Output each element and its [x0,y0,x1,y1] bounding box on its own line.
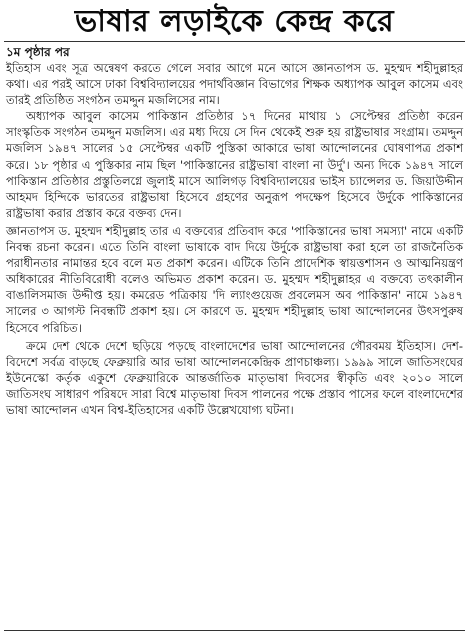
paragraph-4: ক্রমে দেশ থেকে দেশে ছড়িয়ে পড়ছে বাংলাদেশের ভাষা আন্দোলনের গৌরবময় ইতিহাস। দেশ-বিদেশে সর্বত্র বাড়ছে ফেব্রুয়ারি আর ভাষা আন্দোলনকেন্দ্রিক প্রাণচাঞ্চল্য। ১৯৯৯ সালে জাতিসংঘের ইউনেস্কো কর্তৃক একুশে ফেব্রুয়ারিকে আন্তর্জাতিক মাতৃভাষা দিবসের স্বীকৃতি এবং ২০১০ সালে জাতিসংঘ সাধারণ পরিষদে সারা বিশ্বে মাতৃভাষা দিবস পালনের পক্ষে প্রস্তাব পাসের ফলে বাংলাদেশের ভাষা আন্দোলন এখন বিশ্ব-ইতিহাসের একটি উল্লেখযোগ্য ঘটনা। [6,338,463,417]
bottom-divider [4,630,465,631]
paragraph-1: ইতিহাস এবং সূত্র অন্বেষণ করতে গেলে সবার আগে মনে আসে জ্ঞানতাপস ড. মুহম্মদ শহীদুল্লাহর কথা। এর পরই আসে ঢাকা বিশ্ববিদ্যালয়ের পদার্থবিজ্ঞান বিভাগের শিক্ষক অধ্যাপক আবুল কাসেম এবং তারই প্রতিষ্ঠিত সংগঠন তমদ্দুন মজলিসের নাম। [6,61,463,108]
article-body [6,44,463,418]
headline-divider [4,41,465,42]
continuation-label: ১ম পৃষ্ঠার পর [6,45,70,59]
headline: ভাষার লড়াইকে কেন্দ্র করে [74,4,395,39]
paragraph-2: অধ্যাপক আবুল কাসেম পাকিস্তান প্রতিষ্ঠার ১৭ দিনের মাথায় ১ সেপ্টেম্বর প্রতিষ্ঠা করেন সাংস্কৃতিক সংগঠন তমদ্দুন মজলিস। এর মধ্য দিয়ে সে দিন থেকেই শুরু হয় রাষ্ট্রভাষার সংগ্রাম। তমদ্দুন মজলিস ১৯৪৭ সালের ১৫ সেপ্টেম্বর একটি পুস্তিকা আকারে ভাষা আন্দোলনের ঘোষণাপত্র প্রকাশ করে। ১৮ পৃষ্ঠার এ পুস্তিকার নাম ছিল 'পাকিস্তানের রাষ্ট্রভাষা বাংলা না উর্দু'। অন্য দিকে ১৯৪৭ সালে পাকিস্তান প্রতিষ্ঠার প্রস্তুতিলগ্নে জুলাই মাসে আলিগড় বিশ্ববিদ্যালয়ের ভাইস চ্যান্সেলর ড. জিয়াউদ্দীন আহমদ হিন্দিকে ভারতের রাষ্ট্রভাষা হিসেবে গ্রহণের অনুরূপ পদক্ষেপ হিসেবে উর্দুকে পাকিস্তানের রাষ্ট্রভাষা করার প্রস্তাব করে বক্তব্য দেন। [6,109,463,220]
paragraph-3: জ্ঞানতাপস ড. মুহম্মদ শহীদুল্লাহ তার এ বক্তব্যের প্রতিবাদ করে 'পাকিস্তানের ভাষা সমস্যা' নামে একটি নিবন্ধ রচনা করেন। এতে তিনি বাংলা ভাষাকে বাদ দিয়ে উর্দুকে রাষ্ট্রভাষা করা হলে তা রাজনৈতিক পরাধীনতার নামান্তর হবে বলে মত প্রকাশ করেন। এটিকে তিনি প্রাদেশিক স্বায়ত্তশাসন ও আত্মনিয়ন্ত্রণ অধিকারের নীতিবিরোধী বলেও অভিমত প্রকাশ করেন। ড. মুহম্মদ শহীদুল্লাহর এ বক্তব্যে তৎকালীন বাঙালিসমাজ উদ্দীপ্ত হয়। কমরেড পত্রিকায় 'দি ল্যাংগুয়েজ প্রবলেমস অব পাকিস্তান' নামে ১৯৪৭ সালের ৩ আগস্ট নিবন্ধটি প্রকাশ হয়। সে কারণে ড. মুহম্মদ শহীদুল্লাহ ভাষা আন্দোলনের উৎসপুরুষ হিসেবে পরিচিত। [6,223,463,335]
